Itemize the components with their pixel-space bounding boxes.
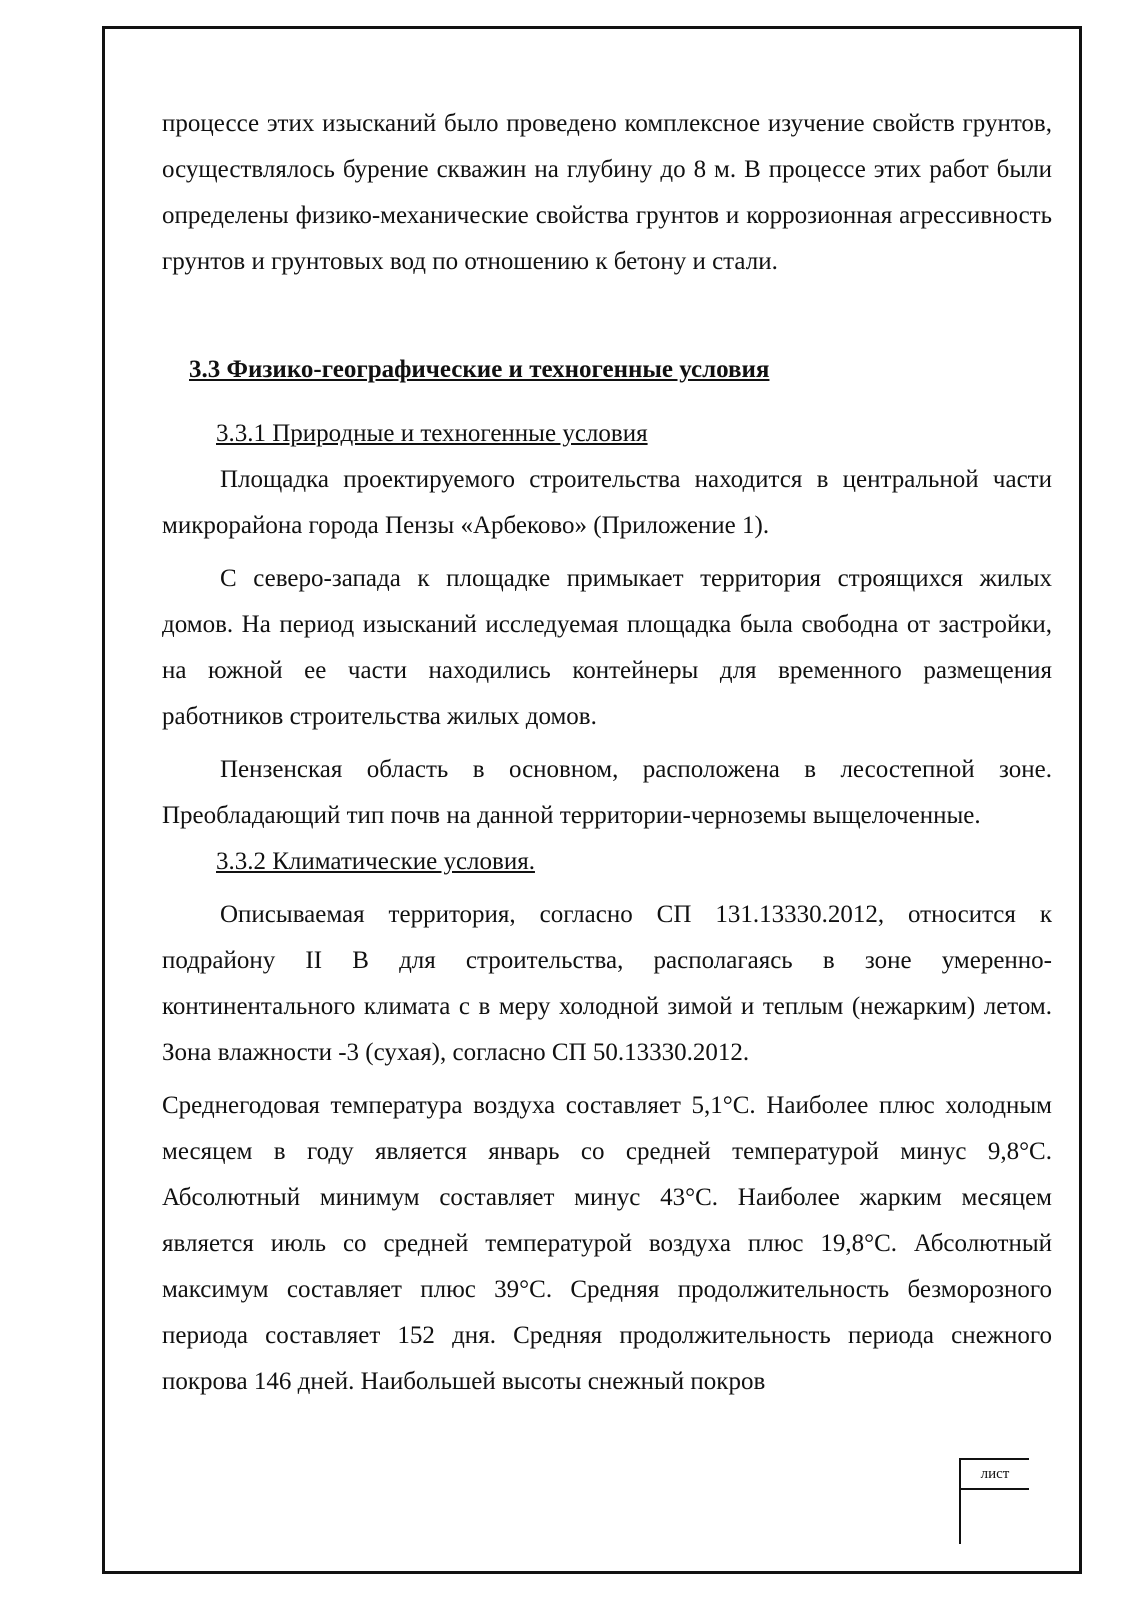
paragraph-adjacent-territory: С северо-запада к площадке примыкает территория строящихся жилых домов. На период изысканий исследуемая площадка была свободна от застройки, на южной ее части находились контейнеры для временного размещения работников строительства жилых домов.	[162, 565, 1052, 730]
paragraph-soil-zone: Пензенская область в основном, расположена в лесостепной зоне. Преобладающий тип почв на данной территории-черноземы выщелоченные.	[162, 756, 1052, 829]
sheet-number-box	[959, 1458, 1029, 1544]
paragraph-temperatures: Среднегодовая температура воздуха составляет 5,1°С. Наиболее плюс холодным месяцем в году является январь со средней температурой минус 9,8°С. Абсолютный минимум составляет минус 43°С. Наиболее жарким месяцем является июль со средней температурой воздуха плюс 19,8°С. Абсолютный максимум составляет плюс 39°С. Средняя продолжительность безморозного периода составляет 152 дня. Средняя продолжительность периода снежного покрова 146 дней. Наибольшей высоты снежный покров	[162, 1092, 1052, 1395]
paragraph-site-location: Площадка проектируемого строительства находится в центральной части микрорайона города Пензы «Арбеково» (Приложение 1).	[162, 466, 1052, 539]
paragraph-climate-zone: Описываемая территория, согласно СП 131.13330.2012, относится к подрайону II В для строительства, располагаясь в зоне умеренно-континентального климата с в меру холодной зимой и теплым (нежарким) летом. Зона влажности -3 (сухая), согласно СП 50.13330.2012.	[162, 901, 1052, 1066]
subheading-climate: 3.3.2 Климатические условия.	[216, 848, 535, 875]
section-heading: 3.3 Физико-географические и техногенные условия	[189, 356, 770, 383]
document-body	[162, 101, 1052, 1405]
subheading-natural-conditions: 3.3.1 Природные и техногенные условия	[216, 420, 648, 447]
sheet-label: лист	[961, 1460, 1029, 1490]
paragraph-survey-process: процессе этих изысканий было проведено комплексное изучение свойств грунтов, осуществлялось бурение скважин на глубину до 8 м. В процессе этих работ были определены физико-механические свойства грунтов и коррозионная агрессивность грунтов и грунтовых вод по отношению к бетону и стали.	[162, 110, 1052, 275]
